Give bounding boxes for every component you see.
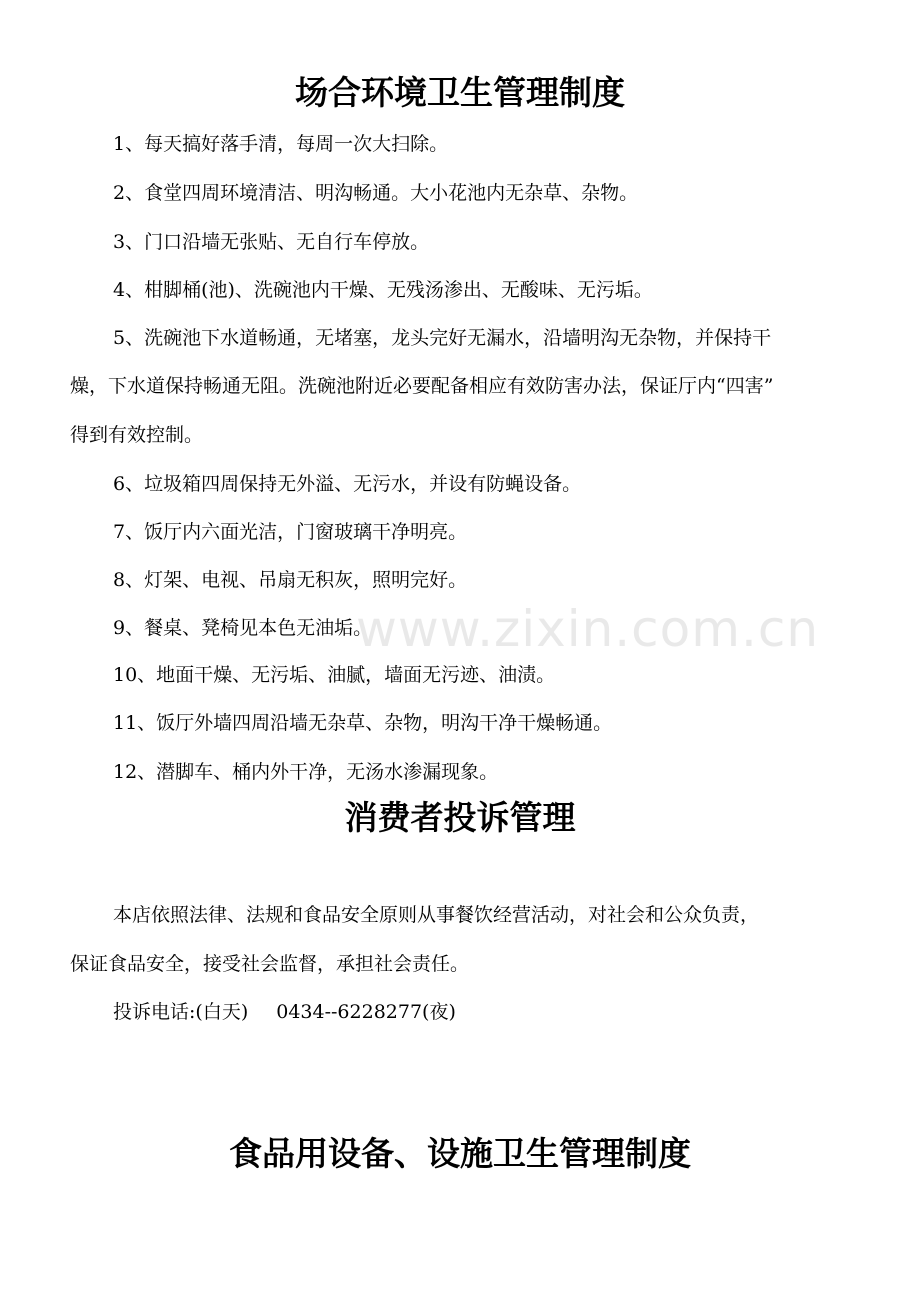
complaint-paragraph-line-1: 本店依照法律、法规和食品安全原则从事餐饮经营活动，对社会和公众负责， — [113, 904, 760, 926]
complaint-phone-number: 0434--6228277(夜) — [276, 1001, 456, 1023]
rule-item-7: 7、饭厅内六面光洁，门窗玻璃干净明亮。 — [113, 521, 468, 543]
watermark-text: www.zixin.com.cn — [356, 600, 820, 658]
rule-item-5-line-1: 5、洗碗池下水道畅通，无堵塞，龙头完好无漏水，沿墙明沟无杂物，并保持干 — [113, 327, 772, 349]
section-title-complaints: 消费者投诉管理 — [344, 798, 576, 837]
rule-item-12: 12、潜脚车、桶内外干净，无汤水渗漏现象。 — [113, 761, 499, 783]
rule-item-1: 1、每天搞好落手清，每周一次大扫除。 — [113, 133, 449, 155]
complaint-phone-day-label: 投诉电话:(白天) — [113, 1001, 249, 1023]
rule-item-4: 4、柑脚桶(池)、洗碗池内干燥、无残汤渗出、无酸味、无污垢。 — [113, 279, 653, 301]
section-title-equipment: 食品用设备、设施卫生管理制度 — [229, 1134, 691, 1173]
complaint-phone-line — [113, 997, 456, 1024]
section-title-environment: 场合环境卫生管理制度 — [295, 73, 625, 112]
rule-item-8: 8、灯架、电视、吊扇无积灰，照明完好。 — [113, 569, 468, 591]
rule-item-6: 6、垃圾箱四周保持无外溢、无污水，并设有防蝇设备。 — [113, 473, 582, 495]
rule-item-10: 10、地面干燥、无污垢、油腻，墙面无污迹、油渍。 — [113, 664, 556, 686]
rule-item-2: 2、食堂四周环境清洁、明沟畅通。大小花池内无杂草、杂物。 — [113, 182, 639, 204]
rule-item-9: 9、餐桌、凳椅见本色无油垢。 — [113, 617, 373, 639]
rule-item-5-line-3: 得到有效控制。 — [70, 424, 204, 446]
complaint-paragraph-line-2: 保证食品安全，接受社会监督，承担社会责任。 — [70, 953, 470, 975]
rule-item-3: 3、门口沿墙无张贴、无自行车停放。 — [113, 231, 430, 253]
rule-item-5-line-2: 燥，下水道保持畅通无阻。洗碗池附近必要配备相应有效防害办法，保证厅内“四害” — [70, 375, 774, 397]
rule-item-11: 11、饭厅外墙四周沿墙无杂草、杂物，明沟干净干燥畅通。 — [113, 712, 613, 734]
